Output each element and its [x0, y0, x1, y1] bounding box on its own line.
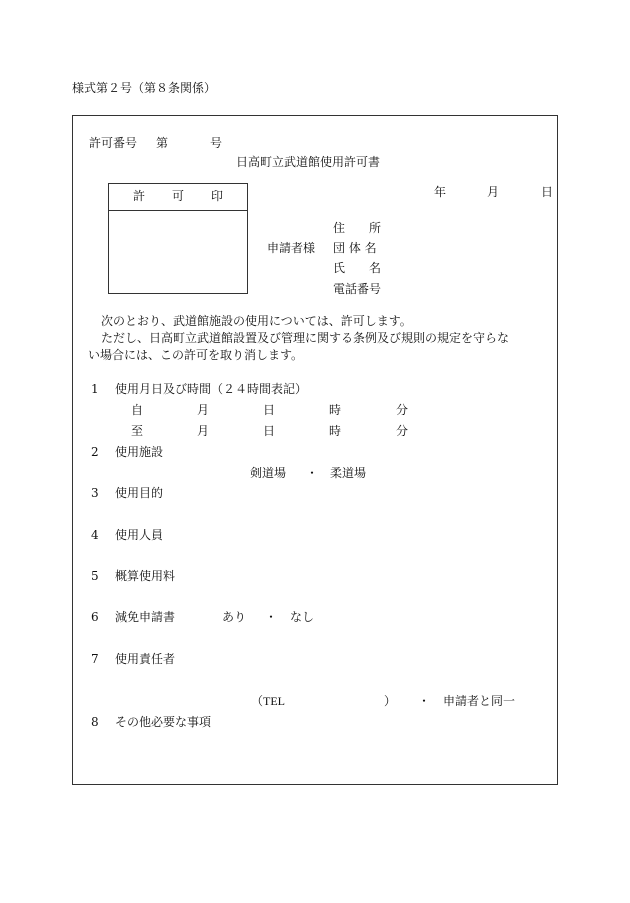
- form-number-note: 様式第２号（第８条関係）: [72, 81, 217, 95]
- date-day: 日: [541, 185, 554, 199]
- item-5-number: 5: [91, 569, 99, 583]
- to-day: 日: [263, 424, 276, 438]
- stamp-char-kyo: 許: [133, 189, 146, 203]
- from-hour: 時: [329, 403, 342, 417]
- item-8-number: 8: [91, 715, 99, 729]
- item-1-label: 使用月日及び時間（２４時間表記）: [115, 382, 308, 396]
- tel-close: ）: [384, 694, 397, 708]
- item-4-number: 4: [91, 528, 99, 542]
- item-5-label: 概算使用料: [115, 569, 176, 583]
- from-day: 日: [263, 403, 276, 417]
- applicant-org-label: 団 体 名: [333, 241, 377, 255]
- permit-number-go: 号: [210, 136, 223, 150]
- item-6-label: 減免申請書: [115, 610, 176, 624]
- permit-number-label: 許可番号: [89, 136, 138, 150]
- item-2-label: 使用施設: [115, 445, 164, 459]
- to-minute: 分: [396, 424, 409, 438]
- exemption-no: なし: [290, 610, 315, 624]
- stamp-divider: [109, 210, 247, 211]
- to-label: 至: [131, 424, 144, 438]
- tel-separator: ・: [418, 694, 431, 708]
- item-3-label: 使用目的: [115, 486, 164, 500]
- same-as-applicant: 申請者と同一: [443, 694, 516, 708]
- intro-paragraph-2b: い場合には、この許可を取り消します。: [88, 348, 304, 362]
- exemption-yes: あり: [222, 610, 247, 624]
- applicant-label: 申請者様: [267, 241, 316, 255]
- to-hour: 時: [329, 424, 342, 438]
- from-month: 月: [197, 403, 210, 417]
- tel-open: （TEL: [251, 694, 285, 708]
- applicant-address-label: 住 所: [333, 221, 382, 235]
- item-8-label: その他必要な事項: [115, 715, 212, 729]
- date-month: 月: [487, 185, 500, 199]
- stamp-char-in: 印: [211, 189, 224, 203]
- intro-paragraph-1: 次のとおり、武道館施設の使用については、許可します。: [101, 314, 412, 328]
- stamp-char-ka: 可: [172, 189, 185, 203]
- item-1-number: 1: [91, 382, 99, 396]
- from-minute: 分: [396, 403, 409, 417]
- applicant-phone-label: 電話番号: [333, 282, 382, 296]
- permit-number-dai: 第: [156, 136, 169, 150]
- facility-kendo: 剣道場: [250, 466, 287, 480]
- document-title: 日高町立武道館使用許可書: [236, 155, 381, 169]
- item-7-label: 使用責任者: [115, 652, 176, 666]
- applicant-name-label: 氏 名: [333, 261, 382, 275]
- item-7-number: 7: [91, 652, 99, 666]
- intro-paragraph-2a: ただし、日高町立武道館設置及び管理に関する条例及び規則の規定を守らな: [101, 331, 510, 345]
- facility-separator: ・: [306, 466, 319, 480]
- from-label: 自: [131, 403, 144, 417]
- item-3-number: 3: [91, 486, 99, 500]
- item-2-number: 2: [91, 445, 99, 459]
- facility-judo: 柔道場: [330, 466, 367, 480]
- item-4-label: 使用人員: [115, 528, 164, 542]
- exemption-separator: ・: [265, 610, 278, 624]
- date-year: 年: [434, 185, 447, 199]
- item-6-number: 6: [91, 610, 99, 624]
- to-month: 月: [197, 424, 210, 438]
